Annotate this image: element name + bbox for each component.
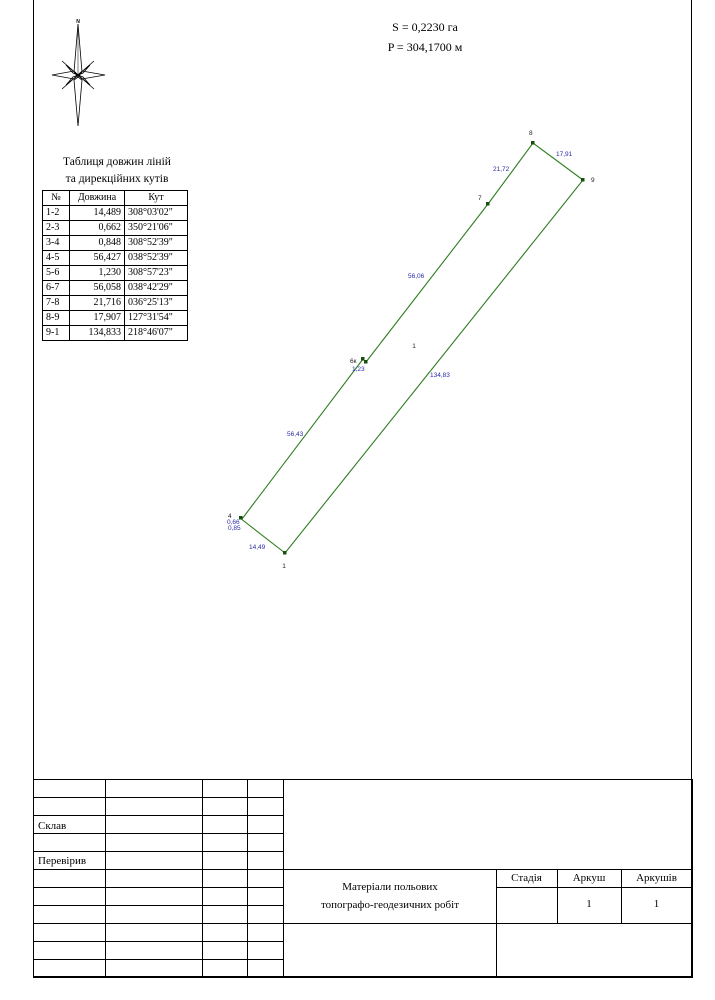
row-angle: 350°21'06" (125, 221, 188, 236)
document-title-line2: топографо-геодезичних робіт (320, 899, 460, 911)
length-label-6-7: 56,06 (408, 273, 425, 280)
row-length: 14,489 (70, 206, 125, 221)
row-angle: 038°42'29" (125, 281, 188, 296)
point-label-1: 1 (282, 563, 286, 570)
stage-header: Стадія (511, 872, 542, 884)
point-marker-1 (283, 551, 287, 555)
header-angle: Кут (125, 191, 188, 206)
row-length: 134,833 (70, 326, 125, 341)
point-marker-5 (361, 357, 365, 361)
row-angle: 038°52'39" (125, 251, 188, 266)
title-block (33, 779, 693, 977)
row-length: 1,230 (70, 266, 125, 281)
perimeter-value: P = 304,1700 м (387, 40, 463, 54)
header-number: № (43, 191, 70, 206)
point-label-8: 8 (529, 130, 533, 137)
length-label-3-4: 0,85 (228, 525, 241, 532)
row-angle: 036°25'13" (125, 296, 188, 311)
point-marker-7 (486, 202, 490, 206)
row-segment: 6-7 (43, 281, 70, 296)
row-segment: 3-4 (43, 236, 70, 251)
length-label-7-8: 21,72 (493, 166, 510, 173)
sheet-header: Аркуш (572, 872, 606, 884)
row-angle: 308°03'02" (125, 206, 188, 221)
row-length: 56,058 (70, 281, 125, 296)
row-length: 56,427 (70, 251, 125, 266)
length-label-8-9: 17,91 (556, 151, 573, 158)
sheets-header: Аркушів (636, 872, 677, 884)
point-label-4: 4 (228, 513, 232, 520)
sheets-value: 1 (653, 898, 660, 910)
point-label-6k: 6к (350, 358, 357, 365)
row-length: 0,848 (70, 236, 125, 251)
row-angle: 127°31'54" (125, 311, 188, 326)
row-angle: 218°46'07" (125, 326, 188, 341)
length-label-9-1: 134,83 (430, 372, 450, 379)
point-marker-8 (531, 141, 535, 145)
point-marker-6 (364, 360, 368, 364)
length-label-4-5: 56,43 (287, 431, 304, 438)
area-value: S = 0,2230 га (392, 20, 458, 34)
row-angle: 308°52'39" (125, 236, 188, 251)
row-segment: 7-8 (43, 296, 70, 311)
row-segment: 5-6 (43, 266, 70, 281)
point-label-9: 9 (591, 177, 595, 184)
row-length: 17,907 (70, 311, 125, 326)
compiled-label: Склав (38, 820, 67, 832)
table-title-line1: Таблиця довжин ліній (63, 156, 171, 168)
row-segment: 8-9 (43, 311, 70, 326)
document-title (285, 878, 495, 914)
parcel-number: 1 (412, 343, 416, 350)
row-segment: 9-1 (43, 326, 70, 341)
point-marker-9 (581, 178, 585, 182)
row-segment: 4-5 (43, 251, 70, 266)
row-length: 0,662 (70, 221, 125, 236)
row-segment: 2-3 (43, 221, 70, 236)
row-segment: 1-2 (43, 206, 70, 221)
length-label-2-3: 0,66 (227, 519, 240, 526)
row-length: 21,716 (70, 296, 125, 311)
checked-label: Перевірив (38, 855, 87, 867)
header-length: Довжина (70, 191, 125, 206)
length-label-1-2: 14,49 (249, 544, 266, 551)
point-label-7: 7 (478, 195, 482, 202)
table-title-line2: та дирекційних кутів (65, 173, 169, 185)
row-angle: 308°57'23" (125, 266, 188, 281)
sheet-value: 1 (586, 898, 592, 910)
length-label-5-6: 1,23 (352, 366, 365, 373)
document-title-line1: Матеріали польових (342, 881, 438, 893)
north-letter: N (76, 19, 80, 25)
